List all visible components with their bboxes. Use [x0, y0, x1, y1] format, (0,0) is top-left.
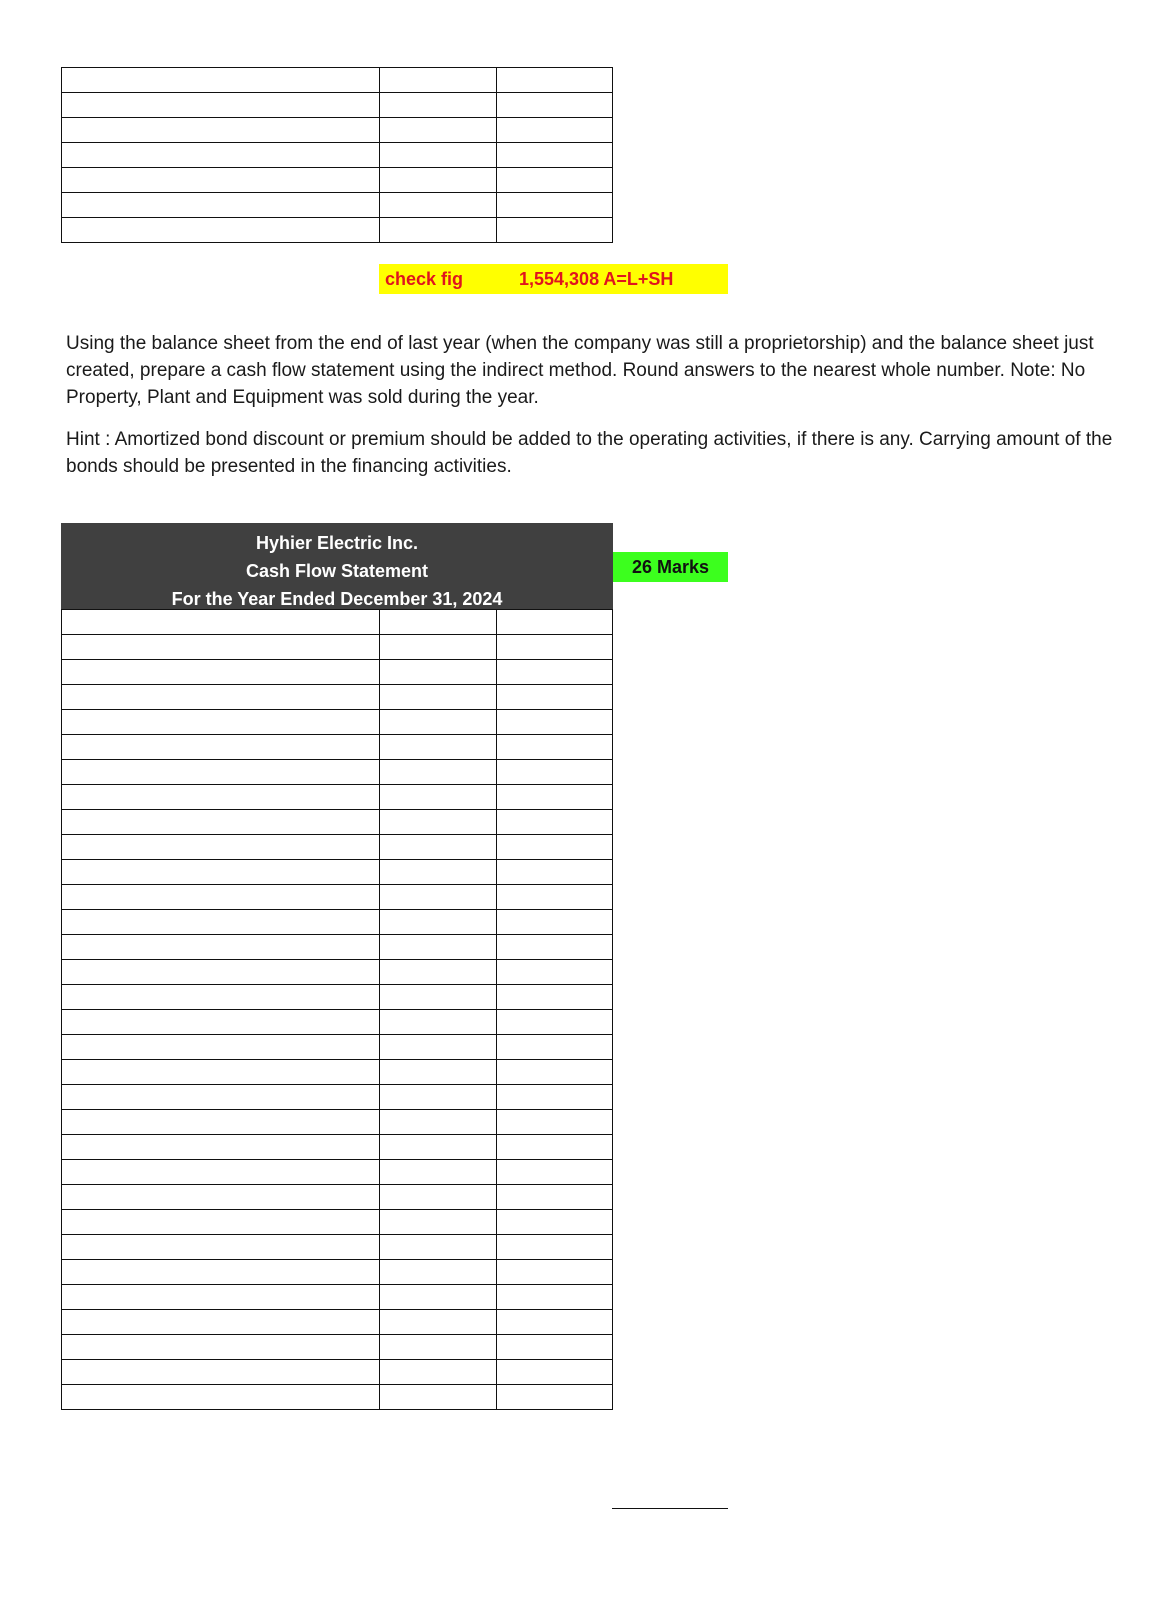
cash-flow-row [62, 1385, 613, 1410]
cash-flow-cell-amount[interactable] [380, 1235, 497, 1260]
cash-flow-cell-total[interactable] [497, 1310, 613, 1335]
balance-sheet-cell-total[interactable] [497, 218, 613, 243]
cash-flow-cell-description[interactable] [62, 835, 380, 860]
cash-flow-cell-total[interactable] [497, 860, 613, 885]
cash-flow-cell-total[interactable] [497, 610, 613, 635]
cash-flow-row [62, 910, 613, 935]
cash-flow-cell-description[interactable] [62, 985, 380, 1010]
cash-flow-cell-total[interactable] [497, 710, 613, 735]
marks-badge: 26 Marks [613, 552, 728, 582]
cash-flow-cell-amount[interactable] [380, 1185, 497, 1210]
cash-flow-cell-total[interactable] [497, 1110, 613, 1135]
cash-flow-cell-amount[interactable] [380, 1285, 497, 1310]
balance-sheet-cell-description[interactable] [62, 143, 380, 168]
cash-flow-cell-description[interactable] [62, 1360, 380, 1385]
balance-sheet-cell-total[interactable] [497, 93, 613, 118]
cash-flow-cell-total[interactable] [497, 785, 613, 810]
cash-flow-cell-total[interactable] [497, 1160, 613, 1185]
cash-flow-row [62, 960, 613, 985]
cash-flow-cell-total[interactable] [497, 1360, 613, 1385]
cash-flow-cell-total[interactable] [497, 660, 613, 685]
cash-flow-cell-total[interactable] [497, 1035, 613, 1060]
cash-flow-cell-total[interactable] [497, 885, 613, 910]
cash-flow-cell-amount[interactable] [380, 685, 497, 710]
cash-flow-cell-amount[interactable] [380, 1210, 497, 1235]
cash-flow-cell-amount[interactable] [380, 960, 497, 985]
statement-title: Cash Flow Statement [245, 561, 429, 581]
cash-flow-row [62, 710, 613, 735]
cash-flow-cell-amount[interactable] [380, 610, 497, 635]
balance-sheet-cell-description[interactable] [62, 118, 380, 143]
cash-flow-cell-amount[interactable] [380, 760, 497, 785]
balance-sheet-grid-body [62, 68, 613, 243]
cash-flow-cell-description[interactable] [62, 1285, 380, 1310]
cash-flow-cell-description[interactable] [62, 910, 380, 935]
cash-flow-cell-description[interactable] [62, 1210, 380, 1235]
balance-sheet-cell-total[interactable] [497, 168, 613, 193]
cash-flow-cell-total[interactable] [497, 1185, 613, 1210]
cash-flow-cell-amount[interactable] [380, 1085, 497, 1110]
cash-flow-row [62, 860, 613, 885]
cash-flow-cell-total[interactable] [497, 1335, 613, 1360]
cash-flow-cell-description[interactable] [62, 960, 380, 985]
cash-flow-row [62, 785, 613, 810]
cash-flow-cell-description[interactable] [62, 1310, 380, 1335]
cash-flow-cell-total[interactable] [497, 1210, 613, 1235]
balance-sheet-cell-description[interactable] [62, 93, 380, 118]
cash-flow-row [62, 1085, 613, 1110]
cash-flow-cell-total[interactable] [497, 1085, 613, 1110]
cash-flow-cell-total[interactable] [497, 635, 613, 660]
cash-flow-cell-description[interactable] [62, 1060, 380, 1085]
cash-flow-row [62, 1160, 613, 1185]
cash-flow-cell-description[interactable] [62, 660, 380, 685]
cash-flow-cell-total[interactable] [497, 810, 613, 835]
cash-flow-cell-amount[interactable] [380, 660, 497, 685]
cash-flow-cell-description[interactable] [62, 860, 380, 885]
balance-sheet-cell-amount[interactable] [380, 168, 497, 193]
balance-sheet-cell-amount[interactable] [380, 218, 497, 243]
cash-flow-row [62, 810, 613, 835]
balance-sheet-cell-total[interactable] [497, 118, 613, 143]
cash-flow-row [62, 685, 613, 710]
bottom-rule [612, 1508, 728, 1509]
balance-sheet-cell-amount[interactable] [380, 143, 497, 168]
cash-flow-cell-total[interactable] [497, 985, 613, 1010]
cash-flow-cell-description[interactable] [62, 1085, 380, 1110]
hint-text: Hint : Amortized bond discount or premium should be added to the operating activities, if there is any. Carrying amount of the bonds should be presented in the financing activities. [66, 429, 1113, 477]
cash-flow-cell-total[interactable] [497, 960, 613, 985]
cash-flow-row [62, 660, 613, 685]
check-figure-label: check fig [385, 269, 464, 289]
cash-flow-cell-amount[interactable] [380, 785, 497, 810]
cash-flow-cell-total[interactable] [497, 760, 613, 785]
cash-flow-cell-description[interactable] [62, 735, 380, 760]
cash-flow-cell-amount[interactable] [380, 985, 497, 1010]
cash-flow-cell-description[interactable] [62, 1235, 380, 1260]
cash-flow-row [62, 1110, 613, 1135]
cash-flow-row [62, 1060, 613, 1085]
cash-flow-row [62, 1260, 613, 1285]
balance-sheet-row [62, 68, 613, 93]
cash-flow-row [62, 1035, 613, 1060]
cash-flow-cell-amount[interactable] [380, 910, 497, 935]
cash-flow-row [62, 635, 613, 660]
cash-flow-row [62, 735, 613, 760]
cash-flow-row [62, 1235, 613, 1260]
cash-flow-row [62, 1185, 613, 1210]
cash-flow-row [62, 760, 613, 785]
cash-flow-cell-description[interactable] [62, 635, 380, 660]
cash-flow-cell-total[interactable] [497, 1235, 613, 1260]
cash-flow-cell-total[interactable] [497, 1010, 613, 1035]
cash-flow-cell-description[interactable] [62, 1110, 380, 1135]
cash-flow-cell-description[interactable] [62, 685, 380, 710]
balance-sheet-cell-total[interactable] [497, 68, 613, 93]
cash-flow-cell-total[interactable] [497, 1260, 613, 1285]
cash-flow-row [62, 1335, 613, 1360]
cash-flow-row [62, 1360, 613, 1385]
cash-flow-cell-amount[interactable] [380, 1035, 497, 1060]
cash-flow-cell-amount[interactable] [380, 1360, 497, 1385]
cash-flow-cell-description[interactable] [62, 1385, 380, 1410]
balance-sheet-cell-amount[interactable] [380, 193, 497, 218]
cash-flow-cell-total[interactable] [497, 685, 613, 710]
cash-flow-cell-total[interactable] [497, 910, 613, 935]
cash-flow-cell-total[interactable] [497, 935, 613, 960]
cash-flow-cell-description[interactable] [62, 710, 380, 735]
cash-flow-cell-amount[interactable] [380, 1310, 497, 1335]
cash-flow-cell-description[interactable] [62, 1135, 380, 1160]
cash-flow-cell-amount[interactable] [380, 935, 497, 960]
cash-flow-cell-amount[interactable] [380, 735, 497, 760]
balance-sheet-cell-description[interactable] [62, 193, 380, 218]
cash-flow-cell-description[interactable] [62, 885, 380, 910]
cash-flow-cell-amount[interactable] [380, 1385, 497, 1410]
balance-sheet-row [62, 218, 613, 243]
cash-flow-cell-amount[interactable] [380, 860, 497, 885]
cash-flow-row [62, 835, 613, 860]
cash-flow-cell-amount[interactable] [380, 810, 497, 835]
cash-flow-cell-amount[interactable] [380, 1110, 497, 1135]
balance-sheet-cell-amount[interactable] [380, 68, 497, 93]
cash-flow-grid [61, 609, 613, 1410]
balance-sheet-cell-amount[interactable] [380, 93, 497, 118]
cash-flow-cell-total[interactable] [497, 1285, 613, 1310]
cash-flow-row [62, 1310, 613, 1335]
cash-flow-cell-description[interactable] [62, 1260, 380, 1285]
check-figure-value: 1,554,308 A=L+SH [519, 269, 674, 289]
balance-sheet-grid [61, 67, 613, 243]
instructions-text: Using the balance sheet from the end of last year (when the company was still a proprietorship) and the balance sheet just created, prepare a cash flow statement using the indirect method. Round answers to the nearest whole number. Note: No Property, Plant and Equipment was sold during the year. [66, 333, 1094, 408]
balance-sheet-row [62, 193, 613, 218]
cash-flow-cell-description[interactable] [62, 610, 380, 635]
cash-flow-cell-amount[interactable] [380, 1160, 497, 1185]
cash-flow-row [62, 985, 613, 1010]
balance-sheet-cell-description[interactable] [62, 168, 380, 193]
cash-flow-cell-amount[interactable] [380, 1135, 497, 1160]
company-name: Hyhier Electric Inc. [255, 533, 419, 553]
balance-sheet-row [62, 93, 613, 118]
cash-flow-cell-description[interactable] [62, 785, 380, 810]
cash-flow-cell-total[interactable] [497, 1385, 613, 1410]
cash-flow-cell-amount[interactable] [380, 1260, 497, 1285]
statement-period: For the Year Ended December 31, 2024 [171, 589, 503, 609]
cash-flow-row [62, 610, 613, 635]
cash-flow-cell-description[interactable] [62, 1010, 380, 1035]
cash-flow-cell-amount[interactable] [380, 835, 497, 860]
cash-flow-cell-total[interactable] [497, 1060, 613, 1085]
cash-flow-cell-total[interactable] [497, 835, 613, 860]
cash-flow-cell-description[interactable] [62, 760, 380, 785]
check-figure-bar [379, 264, 728, 294]
balance-sheet-cell-total[interactable] [497, 193, 613, 218]
cash-flow-row [62, 1010, 613, 1035]
cash-flow-cell-description[interactable] [62, 935, 380, 960]
cash-flow-row [62, 1210, 613, 1235]
cash-flow-cell-total[interactable] [497, 735, 613, 760]
balance-sheet-cell-amount[interactable] [380, 118, 497, 143]
balance-sheet-row [62, 143, 613, 168]
cash-flow-cell-description[interactable] [62, 1035, 380, 1060]
balance-sheet-row [62, 118, 613, 143]
cash-flow-cell-amount[interactable] [380, 885, 497, 910]
cash-flow-cell-amount[interactable] [380, 710, 497, 735]
cash-flow-grid-body [62, 610, 613, 1410]
balance-sheet-row [62, 168, 613, 193]
cash-flow-row [62, 935, 613, 960]
cash-flow-cell-amount[interactable] [380, 1335, 497, 1360]
balance-sheet-cell-description[interactable] [62, 68, 380, 93]
cash-flow-cell-description[interactable] [62, 1160, 380, 1185]
cash-flow-cell-amount[interactable] [380, 635, 497, 660]
cash-flow-cell-amount[interactable] [380, 1060, 497, 1085]
cash-flow-cell-description[interactable] [62, 1335, 380, 1360]
cash-flow-cell-amount[interactable] [380, 1010, 497, 1035]
cash-flow-row [62, 1135, 613, 1160]
cash-flow-row [62, 885, 613, 910]
statement-header [61, 523, 613, 609]
cash-flow-cell-description[interactable] [62, 810, 380, 835]
balance-sheet-cell-total[interactable] [497, 143, 613, 168]
cash-flow-cell-total[interactable] [497, 1135, 613, 1160]
cash-flow-row [62, 1285, 613, 1310]
balance-sheet-cell-description[interactable] [62, 218, 380, 243]
cash-flow-cell-description[interactable] [62, 1185, 380, 1210]
